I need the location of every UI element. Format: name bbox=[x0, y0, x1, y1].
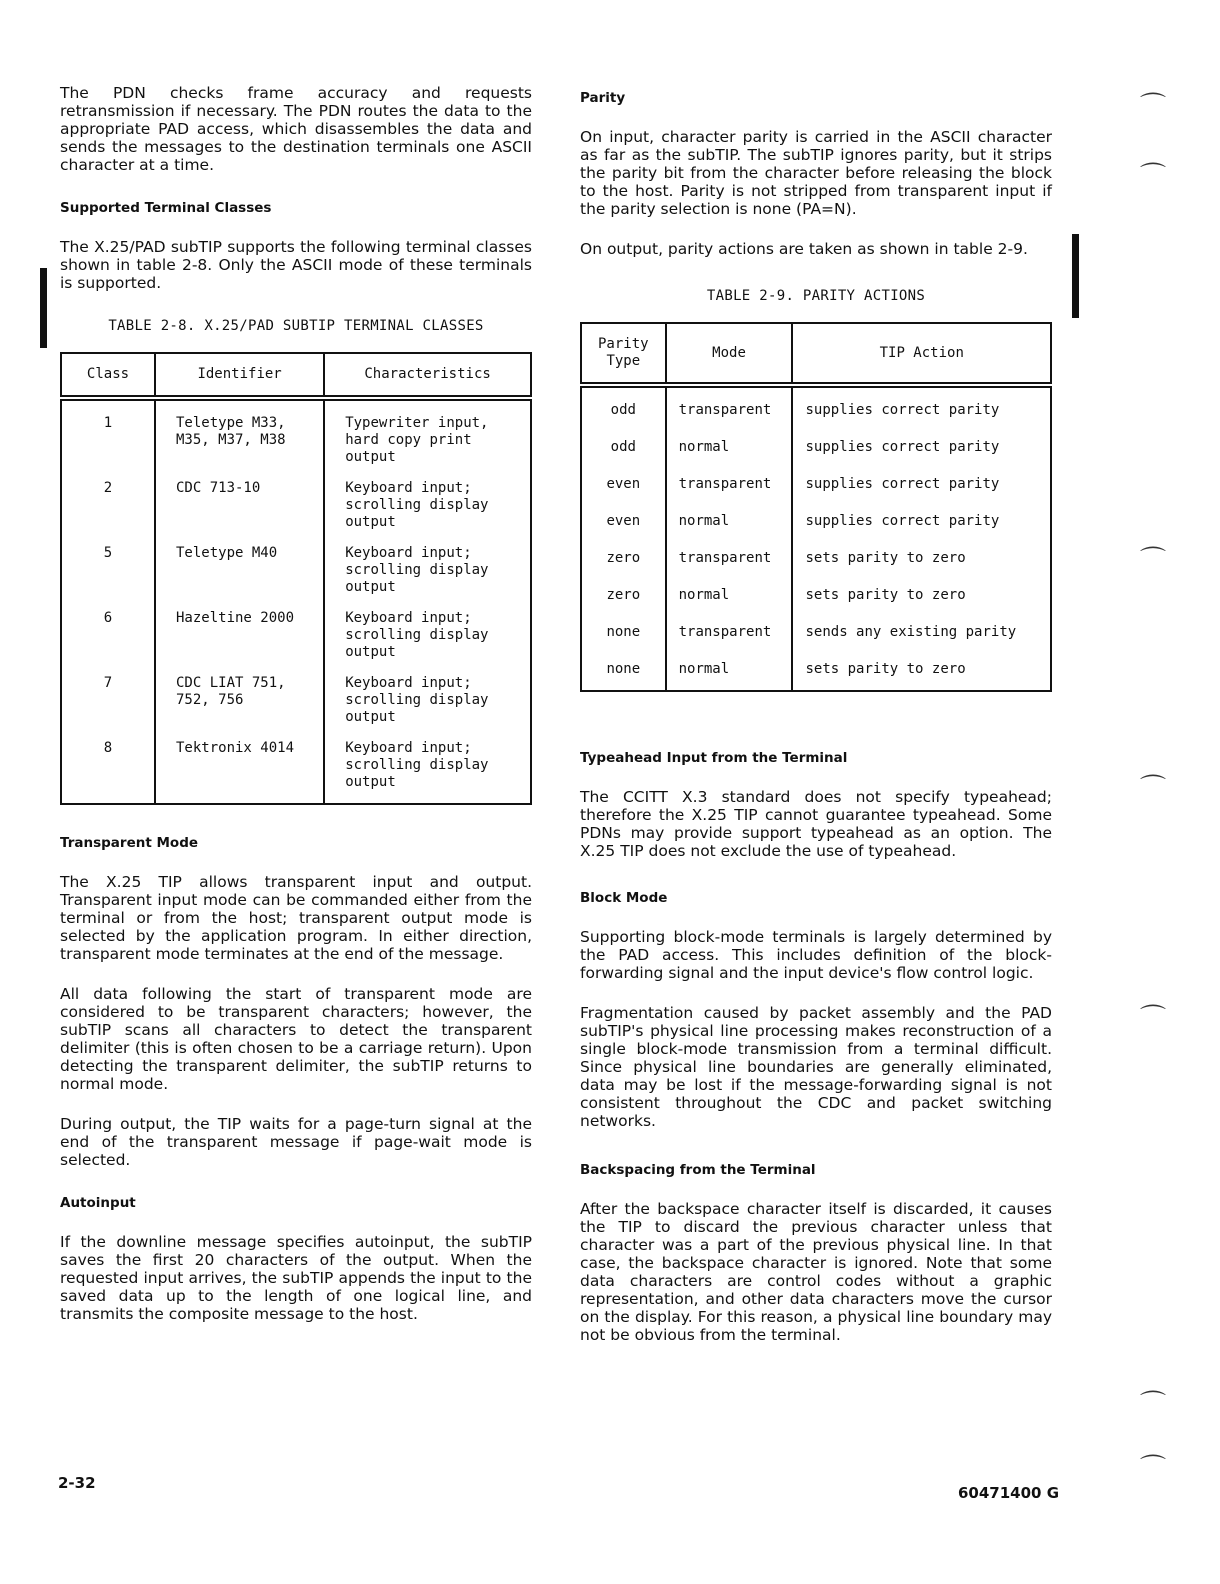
table-row bbox=[581, 464, 1051, 501]
margin-mark: ⌒ bbox=[1140, 1004, 1167, 1034]
class-cell: 2 bbox=[61, 474, 155, 539]
terminal-classes-table bbox=[60, 352, 532, 805]
margin-mark: ⌒ bbox=[1140, 162, 1167, 192]
table-row bbox=[61, 734, 531, 804]
table-row bbox=[61, 474, 531, 539]
heading-backspacing: Backspacing from the Terminal bbox=[580, 1162, 816, 1178]
margin-mark: ⌒ bbox=[1140, 1454, 1167, 1484]
class-cell: 5 bbox=[61, 539, 155, 604]
change-bar-right bbox=[1072, 234, 1079, 318]
identifier-cell: Hazeltine 2000 bbox=[155, 604, 324, 669]
mode-cell: normal bbox=[666, 501, 793, 538]
characteristics-cell: Keyboard input; scrolling display output bbox=[324, 734, 531, 804]
identifier-cell: Tektronix 4014 bbox=[155, 734, 324, 804]
parity-type-cell: zero bbox=[581, 538, 666, 575]
change-bar-left bbox=[40, 268, 47, 348]
table-row bbox=[581, 538, 1051, 575]
tip-action-cell: sets parity to zero bbox=[792, 649, 1051, 691]
characteristics-cell: Typewriter input, hard copy print output bbox=[324, 398, 531, 474]
table-row bbox=[581, 501, 1051, 538]
tip-action-cell: sets parity to zero bbox=[792, 538, 1051, 575]
page-number: 2-32 bbox=[58, 1474, 96, 1492]
backspacing-paragraph: After the backspace character itself is discarded, it causes the TIP to discard the previous character unless that character was a part of the previous physical line. In that case, the backspace character is ignored. Note that some data characters are control codes without a graphic representation, and other data characters move the cursor on the display. For this reason, a physical line boundary may not be obvious from the terminal. bbox=[580, 1200, 1052, 1344]
class-cell: 7 bbox=[61, 669, 155, 734]
identifier-cell: Teletype M33, M35, M37, M38 bbox=[155, 398, 324, 474]
margin-mark: ⌒ bbox=[1140, 1390, 1167, 1420]
left-column bbox=[60, 84, 532, 1345]
table-row bbox=[61, 539, 531, 604]
intro-paragraph: The PDN checks frame accuracy and requests retransmission if necessary. The PDN routes the data to the appropriate PAD access, which disassembles the data and sends the messages to the destination terminals one ASCII character at a time. bbox=[60, 84, 532, 174]
tip-action-cell: supplies correct parity bbox=[792, 464, 1051, 501]
transparent-paragraph-3: During output, the TIP waits for a page-turn signal at the end of the transparent message if page-wait mode is selected. bbox=[60, 1115, 532, 1169]
characteristics-cell: Keyboard input; scrolling display output bbox=[324, 539, 531, 604]
parity-paragraph-1: On input, character parity is carried in the ASCII character as far as the subTIP. The subTIP ignores parity, but it strips the parity bit from the character before releasing the block to the host. Parity is not stripped from transparent input if the parity selection is none (PA=N). bbox=[580, 128, 1052, 218]
tip-action-cell: supplies correct parity bbox=[792, 427, 1051, 464]
parity-type-cell: even bbox=[581, 501, 666, 538]
table-row bbox=[61, 604, 531, 669]
margin-mark: ⌒ bbox=[1140, 774, 1167, 804]
parity-paragraph-2: On output, parity actions are taken as shown in table 2-9. bbox=[580, 240, 1028, 258]
mode-cell: transparent bbox=[666, 538, 793, 575]
mode-cell: normal bbox=[666, 649, 793, 691]
table-row bbox=[61, 669, 531, 734]
parity-type-cell: none bbox=[581, 612, 666, 649]
parity-type-cell: odd bbox=[581, 385, 666, 427]
tip-action-cell: sends any existing parity bbox=[792, 612, 1051, 649]
margin-mark: ⌒ bbox=[1140, 92, 1167, 122]
parity-type-cell: even bbox=[581, 464, 666, 501]
column-header-class: Class bbox=[61, 353, 155, 398]
class-cell: 1 bbox=[61, 398, 155, 474]
column-header-tip-action: TIP Action bbox=[792, 323, 1051, 385]
typeahead-paragraph: The CCITT X.3 standard does not specify typeahead; therefore the X.25 TIP cannot guarantee typeahead. Some PDNs may provide support typeahead as an option. The X.25 TIP does not exclude the use of typeahead. bbox=[580, 788, 1052, 860]
characteristics-cell: Keyboard input; scrolling display output bbox=[324, 604, 531, 669]
block-paragraph-1: Supporting block-mode terminals is largely determined by the PAD access. This includes definition of the block-forwarding signal and the input device's flow control logic. bbox=[580, 928, 1052, 982]
column-header-identifier: Identifier bbox=[155, 353, 324, 398]
identifier-cell: CDC LIAT 751, 752, 756 bbox=[155, 669, 324, 734]
autoinput-paragraph: If the downline message specifies autoinput, the subTIP saves the first 20 characters of the output. When the requested input arrives, the subTIP appends the input to the saved data up to the length of one logical line, and transmits the composite message to the host. bbox=[60, 1233, 532, 1323]
parity-type-cell: zero bbox=[581, 575, 666, 612]
transparent-paragraph-1: The X.25 TIP allows transparent input and output. Transparent input mode can be commanded either from the terminal or from the host; transparent output mode is selected by the application program. In either direction, transparent mode terminates at the end of the message. bbox=[60, 873, 532, 963]
parity-actions-table bbox=[580, 322, 1052, 692]
characteristics-cell: Keyboard input; scrolling display output bbox=[324, 474, 531, 539]
block-paragraph-2: Fragmentation caused by packet assembly and the PAD subTIP's physical line processing makes reconstruction of a single block-mode transmission from a terminal difficult. Since physical line boundaries are generally eliminated, data may be lost if the message-forwarding signal is not consistent throughout the CDC and packet switching networks. bbox=[580, 1004, 1052, 1130]
transparent-paragraph-2: All data following the start of transparent mode are considered to be transparent characters; however, the subTIP scans all characters to detect the transparent delimiter (this is often chosen to be a carriage return). Upon detecting the transparent delimiter, the subTIP returns to normal mode. bbox=[60, 985, 532, 1093]
column-header-mode: Mode bbox=[666, 323, 793, 385]
column-header-parity-type: Parity Type bbox=[581, 323, 666, 385]
heading-typeahead: Typeahead Input from the Terminal bbox=[580, 750, 848, 766]
mode-cell: normal bbox=[666, 575, 793, 612]
margin-mark: ⌒ bbox=[1140, 546, 1167, 576]
class-cell: 6 bbox=[61, 604, 155, 669]
tip-action-cell: sets parity to zero bbox=[792, 575, 1051, 612]
table-row bbox=[581, 385, 1051, 427]
parity-type-cell: none bbox=[581, 649, 666, 691]
mode-cell: transparent bbox=[666, 464, 793, 501]
identifier-cell: CDC 713-10 bbox=[155, 474, 324, 539]
document-number: 60471400 G bbox=[958, 1484, 1060, 1502]
heading-parity: Parity bbox=[580, 90, 626, 106]
parity-type-cell: odd bbox=[581, 427, 666, 464]
heading-autoinput: Autoinput bbox=[60, 1195, 136, 1211]
supported-paragraph: The X.25/PAD subTIP supports the following terminal classes shown in table 2-8. Only the ASCII mode of these terminals is supported. bbox=[60, 238, 532, 292]
table-row bbox=[581, 575, 1051, 612]
table-2-8-caption: TABLE 2-8. X.25/PAD SUBTIP TERMINAL CLASSES bbox=[108, 318, 484, 334]
table-row bbox=[581, 649, 1051, 691]
table-row bbox=[581, 427, 1051, 464]
characteristics-cell: Keyboard input; scrolling display output bbox=[324, 669, 531, 734]
heading-supported-terminal-classes: Supported Terminal Classes bbox=[60, 200, 272, 216]
heading-transparent-mode: Transparent Mode bbox=[60, 835, 199, 851]
table-row bbox=[581, 612, 1051, 649]
tip-action-cell: supplies correct parity bbox=[792, 385, 1051, 427]
table-2-9-caption: TABLE 2-9. PARITY ACTIONS bbox=[706, 288, 926, 304]
mode-cell: transparent bbox=[666, 612, 793, 649]
heading-block-mode: Block Mode bbox=[580, 890, 668, 906]
mode-cell: normal bbox=[666, 427, 793, 464]
table-row bbox=[61, 398, 531, 474]
right-column bbox=[580, 84, 1052, 1366]
identifier-cell: Teletype M40 bbox=[155, 539, 324, 604]
mode-cell: transparent bbox=[666, 385, 793, 427]
tip-action-cell: supplies correct parity bbox=[792, 501, 1051, 538]
column-header-characteristics: Characteristics bbox=[324, 353, 531, 398]
class-cell: 8 bbox=[61, 734, 155, 804]
